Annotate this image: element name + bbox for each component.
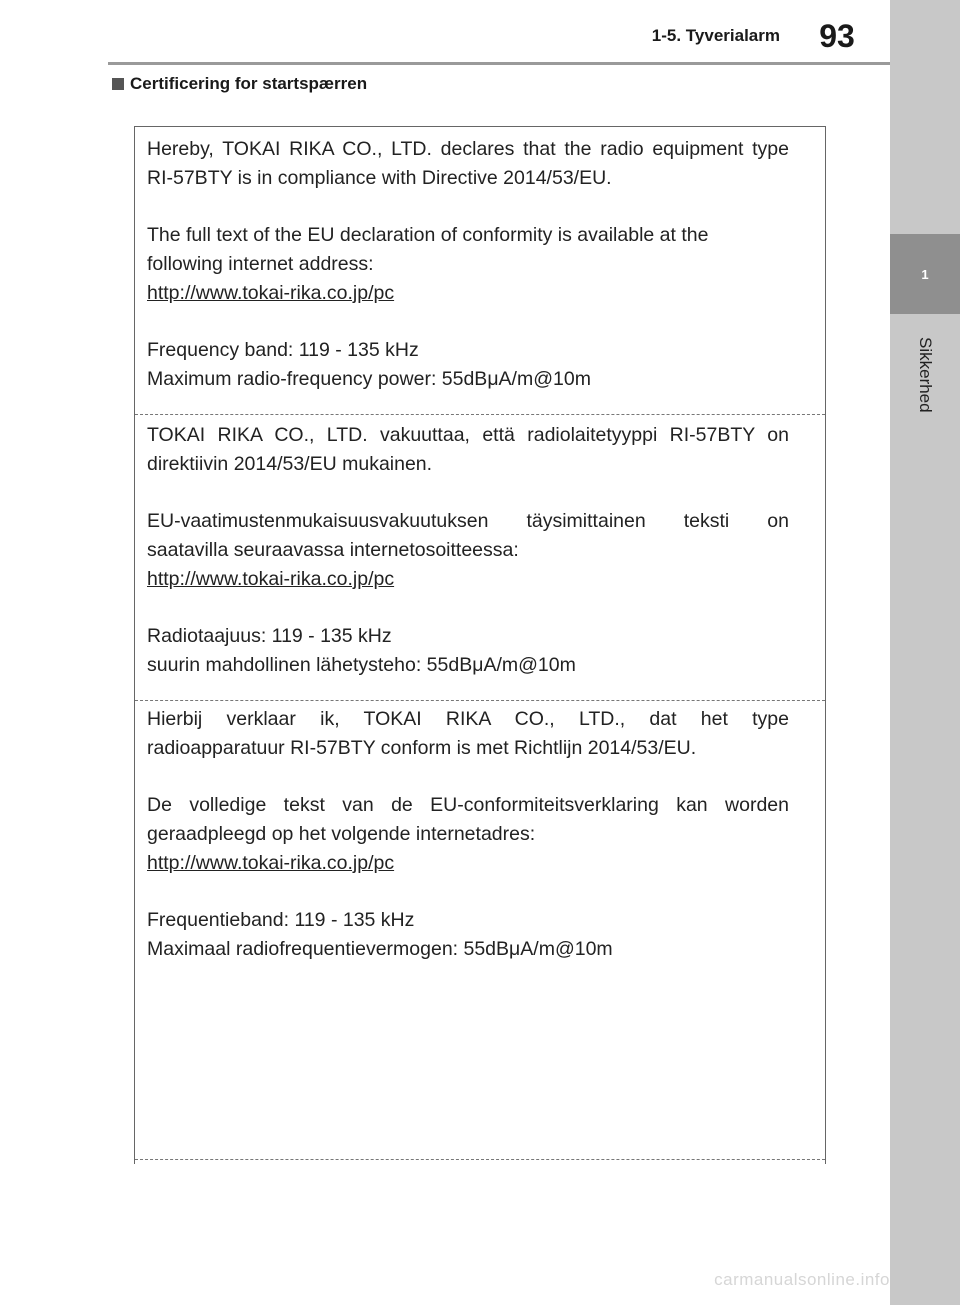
decl-en-line5: Frequency band: 119 - 135 kHz — [147, 339, 419, 361]
decl-nl-line3: De volledige tekst van de EU-conformiteitsverklaring kan worden — [147, 794, 789, 816]
header-rule — [108, 62, 890, 65]
decl-fi-url-link[interactable]: http://www.tokai-rika.co.jp/pc — [147, 568, 395, 590]
decl-fi-line3: EU-vaatimustenmukaisuusvakuutuksen täysimittainen teksti on — [147, 510, 789, 532]
decl-fi-line4: saatavilla seuraavassa internetosoitteessa: — [147, 539, 519, 561]
declaration-en — [147, 135, 789, 394]
header-section-title: 1-5. Tyverialarm — [651, 26, 780, 45]
divider-2 — [135, 700, 825, 701]
declaration-nl — [147, 705, 789, 964]
decl-en-line3: The full text of the EU declaration of conformity is available at the — [147, 224, 709, 246]
declaration-fi — [147, 421, 789, 680]
decl-en-line1: Hereby, TOKAI RIKA CO., LTD. declares that the radio equipment type — [147, 138, 789, 160]
decl-nl-line5: Frequentieband: 119 - 135 kHz — [147, 909, 415, 931]
square-bullet-icon — [112, 78, 124, 90]
decl-nl-url-link[interactable]: http://www.tokai-rika.co.jp/pc — [147, 852, 395, 874]
divider-3 — [135, 1159, 825, 1160]
decl-nl-line6: Maximaal radiofrequentievermogen: 55dBμA/m@10m — [147, 938, 613, 960]
chapter-label: Sikkerhed — [916, 337, 935, 413]
page-number: 93 — [819, 18, 855, 54]
section-heading — [112, 74, 367, 94]
chapter-number: 1 — [921, 266, 929, 282]
decl-nl-line4: geraadpleegd op het volgende internetadres: — [147, 823, 536, 845]
decl-en-line2: RI-57BTY is in compliance with Directive 2014/53/EU. — [147, 167, 612, 189]
decl-nl-line2: radioapparatuur RI-57BTY conform is met Richtlijn 2014/53/EU. — [147, 737, 697, 759]
chapter-sidebar — [890, 0, 960, 1305]
divider-1 — [135, 414, 825, 415]
decl-en-url-link[interactable]: http://www.tokai-rika.co.jp/pc — [147, 282, 395, 304]
decl-en-line4: following internet address: — [147, 253, 374, 275]
decl-nl-line1: Hierbij verklaar ik, TOKAI RIKA CO., LTD., dat het type — [147, 708, 789, 730]
watermark: carmanualsonline.info — [714, 1270, 890, 1289]
decl-fi-line6: suurin mahdollinen lähetysteho: 55dBμA/m@10m — [147, 654, 576, 676]
decl-fi-line1: TOKAI RIKA CO., LTD. vakuuttaa, että radiolaitetyyppi RI-57BTY on — [147, 424, 789, 446]
decl-fi-line2: direktiivin 2014/53/EU mukainen. — [147, 453, 433, 475]
declaration-box — [134, 126, 826, 1164]
decl-fi-line5: Radiotaajuus: 119 - 135 kHz — [147, 625, 392, 647]
section-heading-text: Certificering for startspærren — [130, 74, 368, 93]
decl-en-line6: Maximum radio-frequency power: 55dBμA/m@10m — [147, 368, 591, 390]
chapter-tab[interactable] — [890, 234, 960, 314]
